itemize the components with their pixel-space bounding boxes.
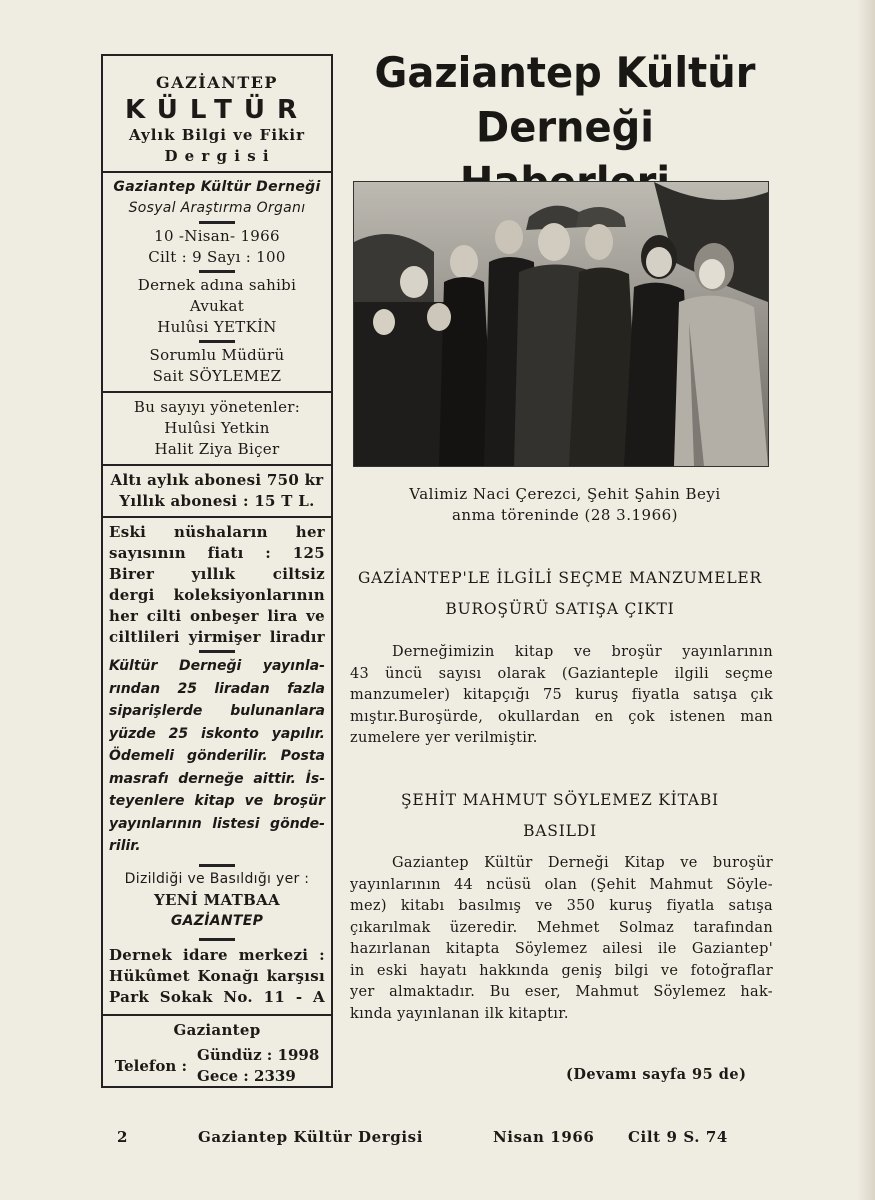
subscription-half-year: Altı aylık abonesi 750 kr [110, 471, 324, 489]
news1-body [350, 642, 773, 750]
discount-line: siparişlerde bulunanlara [109, 703, 325, 719]
short-rule [199, 938, 235, 941]
divider [103, 391, 331, 393]
news1-line: 43 üncü sayısı olarak (Gazianteple ilgili seçme [350, 665, 773, 682]
divider [103, 464, 331, 466]
masthead-subtitle-2: D e r g i s i [164, 147, 270, 165]
discount-line: Ödemeli gönderilir. Posta [109, 748, 325, 764]
footer-volume: Cilt 9 S. 74 [628, 1128, 728, 1146]
ceremony-photo-image [354, 182, 768, 466]
news1-headline-line-2: BUROŞÜRÜ SATIŞA ÇIKTI [445, 600, 675, 618]
issue-date: 10 -Nisan- 1966 [154, 227, 280, 245]
old-issues-text [103, 522, 331, 648]
printer-label: Dizildiği ve Basıldığı yer : [124, 870, 310, 887]
news2-line: yer almaktadır. Bu eser, Mahmut Söylemez hak- [350, 984, 773, 1000]
masthead-box [101, 54, 333, 1088]
address-text [103, 945, 331, 1008]
editor-2: Halit Ziya Biçer [154, 440, 280, 458]
footer-month: Nisan 1966 [493, 1128, 595, 1146]
news-title-line-1: Gaziantep Kültür Derneği [374, 49, 756, 153]
news1-line: mıştır.Buroşürde, okullardan en çok istenen man [350, 708, 773, 725]
news2-line: mez) kitabı basılmış ve 350 kuruş fiyatla satışa [350, 898, 773, 914]
old-line: Eski nüshaların her [109, 523, 325, 541]
news2-line: yayınlarının 44 ncüsü olan (Şehit Mahmut Söyle- [350, 876, 773, 893]
printer-city: GAZİANTEP [170, 912, 264, 929]
editors-label: Bu sayıyı yönetenler: [133, 398, 301, 416]
masthead-org: GAZİANTEP [156, 73, 278, 92]
old-line: sayısının fiatı : 125 [109, 544, 325, 562]
continued-note: (Devamı sayfa 95 de) [566, 1066, 747, 1083]
discount-line: yayınlarının listesi gönde- [109, 815, 325, 832]
discount-line: masrafı derneğe aittir. İs- [109, 770, 325, 787]
news2-headline-line-2: BASILDI [523, 822, 597, 840]
owner-name: Hulûsi YETKİN [157, 318, 277, 336]
news1-headline [345, 563, 775, 625]
page-number: 2 [117, 1128, 129, 1146]
news2-headline [345, 785, 775, 847]
news2-line: Gaziantep Kültür Derneği Kitap ve buroşür [392, 855, 773, 871]
phone-day: Gündüz : 1998 [197, 1045, 320, 1064]
masthead-title: KÜLTÜR [125, 95, 309, 125]
news2-headline-line-1: ŞEHİT MAHMUT SÖYLEMEZ KİTABI [401, 791, 719, 809]
divider [103, 171, 331, 173]
page-edge-shadow [857, 0, 875, 1200]
address-city: Gaziantep [173, 1020, 261, 1039]
masthead-organ-1: Gaziantep Kültür Derneği [113, 179, 321, 195]
news1-headline-line-1: GAZİANTEP'LE İLGİLİ SEÇME MANZUMELER [358, 569, 762, 587]
discount-line: teyenlere kitap ve broşür [109, 793, 325, 809]
footer-journal: Gaziantep Kültür Dergisi [198, 1128, 424, 1146]
owner-label: Dernek adına sahibi [137, 276, 297, 294]
photo-caption [365, 484, 765, 526]
discount-line: Kültür Derneği yayınla- [109, 658, 325, 674]
short-rule [199, 340, 235, 343]
short-rule [199, 864, 235, 867]
old-line: her cilti onbeşer lira ve [109, 607, 325, 625]
old-line: ciltlileri yirmişer liradır [109, 628, 325, 646]
short-rule [199, 221, 235, 224]
short-rule [199, 650, 235, 653]
manager-name: Sait SÖYLEMEZ [152, 367, 282, 385]
masthead-organ-2: Sosyal Araştırma Organı [128, 200, 306, 216]
phone-label: Telefon : [114, 1056, 188, 1075]
printer-name: YENİ MATBAA [154, 890, 280, 909]
old-line: Birer yıllık ciltsiz [109, 565, 325, 583]
phone-block [103, 1045, 331, 1087]
news1-line: manzumeler) kitapçığı 75 kuruş fiyatla satışa çık [350, 687, 773, 703]
discount-line: yüzde 25 iskonto yapılır. [109, 725, 325, 742]
phone-night: Gece : 2339 [197, 1066, 296, 1085]
news2-line: hazırlanan kitapta Söylemez ailesi ile Gaziantep' [350, 941, 773, 957]
divider [103, 1014, 331, 1016]
discount-line: rından 25 liradan fazla [109, 680, 325, 697]
news2-line: çıkarılmak üzeredir. Mehmet Solmaz tarafından [350, 919, 773, 936]
old-line: dergi koleksiyonlarının [109, 586, 325, 604]
divider [103, 516, 331, 518]
discount-notice [103, 655, 331, 858]
issue-volume: Cilt : 9 Sayı : 100 [148, 248, 286, 266]
address-line: Hükûmet Konağı karşısı [109, 966, 325, 985]
masthead-subtitle-1: Aylık Bilgi ve Fikir [128, 126, 306, 144]
subscription-year: Yıllık abonesi : 15 T L. [119, 492, 315, 510]
news1-line: zumelere yer verilmiştir. [350, 730, 538, 746]
caption-line-2: anma töreninde (28 3.1966) [451, 506, 679, 524]
editor-1: Hulûsi Yetkin [164, 419, 270, 437]
discount-line: rilir. [109, 838, 141, 854]
caption-line-1: Valimiz Naci Çerezci, Şehit Şahin Beyi [409, 485, 721, 503]
short-rule [199, 270, 235, 273]
news2-line: in eski hayatı hakkında geniş bilgi ve fotoğraflar [350, 962, 773, 979]
ceremony-photo [353, 181, 769, 467]
address-line: Dernek idare merkezi : [109, 945, 325, 964]
manager-label: Sorumlu Müdürü [149, 346, 285, 364]
owner-title: Avukat [189, 297, 245, 315]
news2-line: kında yayınlanan ilk kitaptır. [350, 1005, 569, 1022]
news2-body [350, 853, 773, 1025]
news1-line: Derneğimizin kitap ve broşür yayınlarının [392, 644, 773, 660]
address-line: Park Sokak No. 11 - A [109, 987, 325, 1006]
